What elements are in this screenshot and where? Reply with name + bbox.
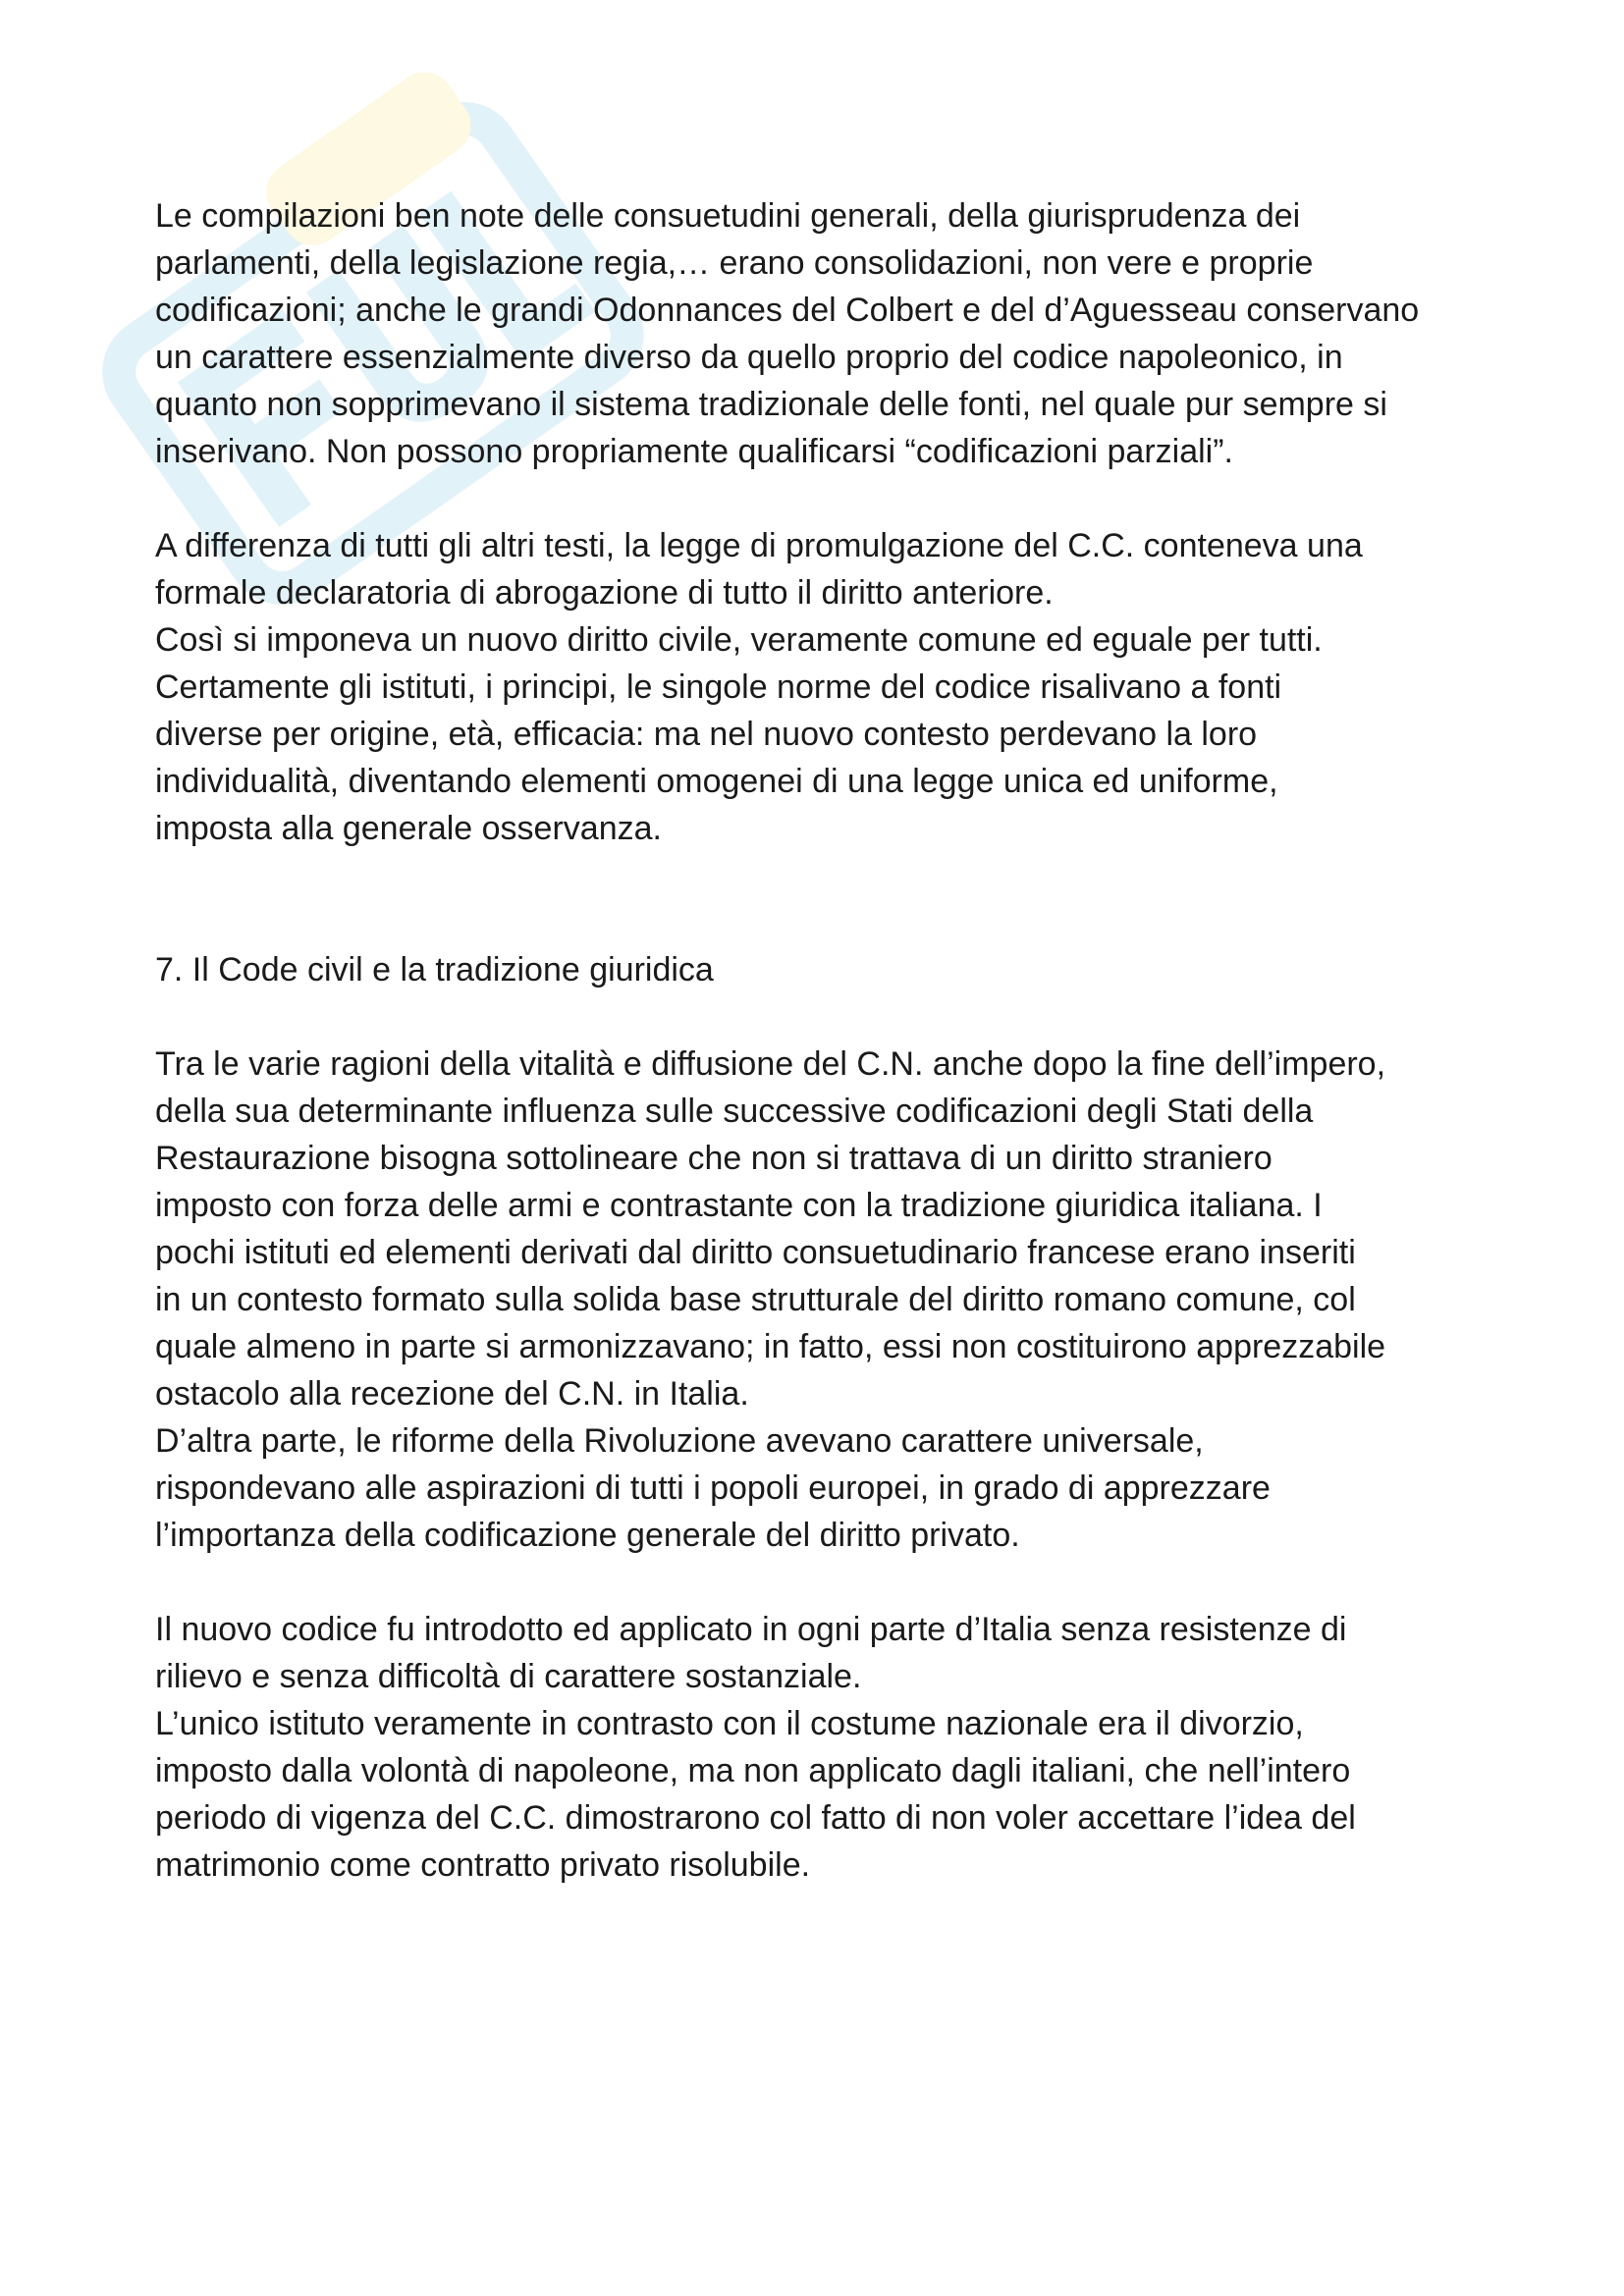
paragraph-consolidations — [155, 192, 1490, 475]
text-line: Certamente gli istituti, i principi, le singole norme del codice risalivano a fonti — [155, 668, 1282, 706]
text-line: Il nuovo codice fu introdotto ed applicato in ogni parte d’Italia senza resistenze di — [155, 1611, 1347, 1648]
text-line: Le compilazioni ben note delle consuetudini generali, della giurisprudenza dei — [155, 197, 1301, 235]
text-line: Tra le varie ragioni della vitalità e diffusione del C.N. anche dopo la fine dell’impero, — [155, 1045, 1386, 1083]
text-line: D’altra parte, le riforme della Rivoluzione avevano carattere universale, — [155, 1422, 1204, 1460]
text-line: un carattere essenzialmente diverso da quello proprio del codice napoleonico, in — [155, 339, 1343, 376]
text-line: periodo di vigenza del C.C. dimostrarono col fatto di non voler accettare l’idea del — [155, 1799, 1356, 1837]
paragraph-abrogation — [155, 522, 1490, 852]
text-line: della sua determinante influenza sulle successive codificazioni degli Stati della — [155, 1093, 1314, 1130]
text-line: Così si imponeva un nuovo diritto civile, veramente comune ed eguale per tutti. — [155, 621, 1323, 659]
text-line: parlamenti, della legislazione regia,… erano consolidazioni, non vere e proprie — [155, 244, 1314, 282]
text-line: imposto con forza delle armi e contrastante con la tradizione giuridica italiana. I — [155, 1187, 1323, 1224]
text-line: codificazioni; anche le grandi Odonnances del Colbert e del d’Aguesseau conservano — [155, 292, 1420, 329]
text-line: rispondevano alle aspirazioni di tutti i popoli europei, in grado di apprezzare — [155, 1469, 1271, 1507]
text-line: inserivano. Non possono propriamente qualificarsi “codificazioni parziali”. — [155, 433, 1233, 470]
spacer — [155, 899, 1490, 946]
text-line: imposto dalla volontà di napoleone, ma non applicato dagli italiani, che nell’intero — [155, 1752, 1351, 1789]
text-line: quale almeno in parte si armonizzavano; in fatto, essi non costituirono apprezzabile — [155, 1328, 1386, 1365]
text-line: rilievo e senza difficoltà di carattere sostanziale. — [155, 1658, 862, 1695]
section-heading: 7. Il Code civil e la tradizione giuridica — [155, 951, 714, 988]
text-line: quanto non sopprimevano il sistema tradizionale delle fonti, nel quale pur sempre si — [155, 386, 1387, 423]
text-line: individualità, diventando elementi omogenei di una legge unica ed uniforme, — [155, 763, 1278, 800]
text-line: matrimonio come contratto privato risolubile. — [155, 1846, 811, 1884]
text-line: pochi istituti ed elementi derivati dal diritto consuetudinario francese erano inseriti — [155, 1234, 1356, 1271]
paragraph-introduction — [155, 1606, 1490, 1889]
text-line: l’importanza della codificazione generale del diritto privato. — [155, 1517, 1020, 1554]
text-line: imposta alla generale osservanza. — [155, 810, 662, 847]
text-line: in un contesto formato sulla solida base strutturale del diritto romano comune, col — [155, 1281, 1356, 1318]
document-body — [155, 192, 1490, 1936]
text-line: formale declaratoria di abrogazione di tutto il diritto anteriore. — [155, 574, 1054, 612]
text-line: ostacolo alla recezione del C.N. in Italia. — [155, 1375, 749, 1413]
text-line: Restaurazione bisogna sottolineare che non si trattava di un diritto straniero — [155, 1140, 1272, 1177]
text-line: A differenza di tutti gli altri testi, la legge di promulgazione del C.C. conteneva una — [155, 527, 1363, 564]
paragraph-vitality — [155, 1041, 1490, 1559]
text-line: diverse per origine, età, efficacia: ma nel nuovo contesto perdevano la loro — [155, 716, 1258, 753]
text-line: L’unico istituto veramente in contrasto con il costume nazionale era il divorzio, — [155, 1705, 1304, 1742]
